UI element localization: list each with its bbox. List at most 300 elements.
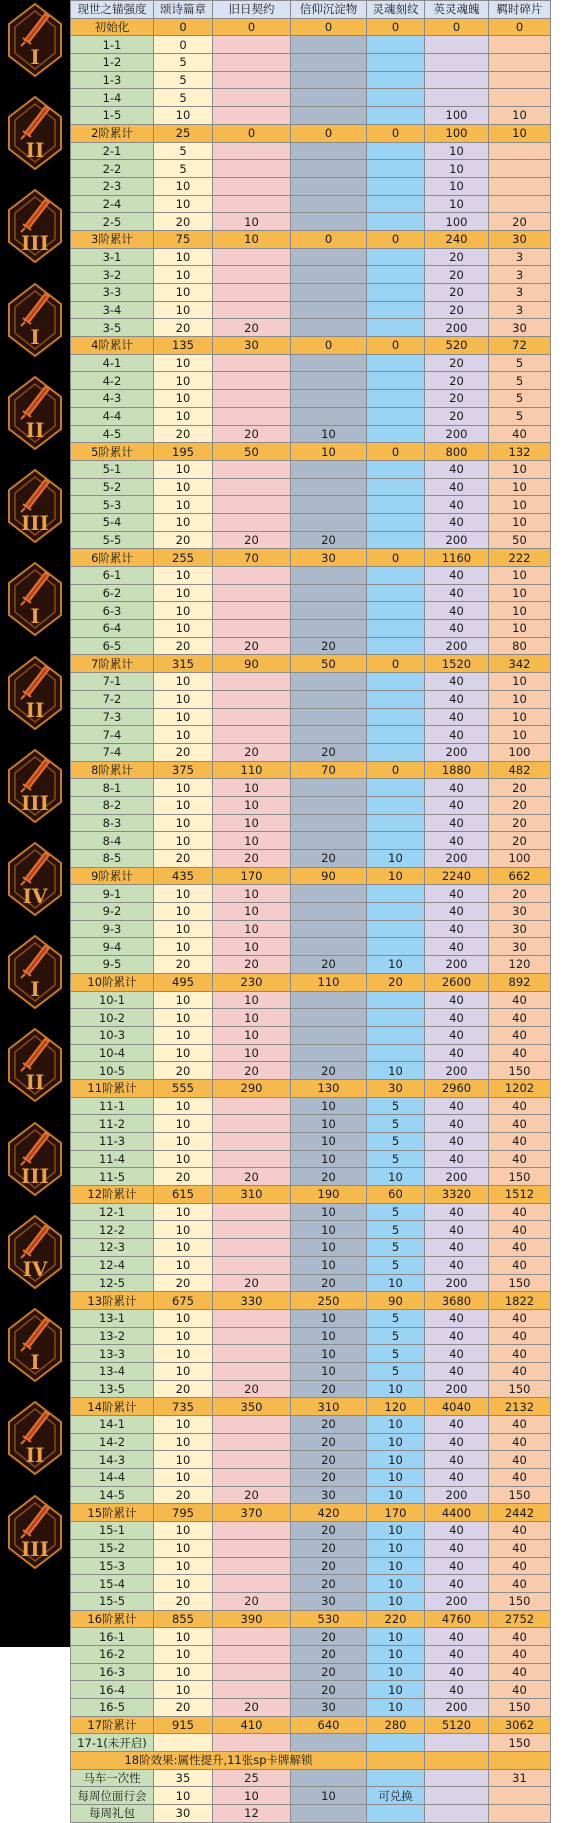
contract-cell: 10 [213, 938, 291, 956]
shard-cell: 3 [489, 248, 551, 266]
shard-cell: 40 [489, 991, 551, 1009]
contract-cell: 10 [213, 903, 291, 921]
contract-cell [213, 407, 291, 425]
poem-cell: 5 [154, 160, 213, 178]
stage-cell: 15-5 [71, 1592, 154, 1610]
stage-cell: 6-5 [71, 637, 154, 655]
contract-cell [213, 1681, 291, 1699]
contract-cell [213, 54, 291, 72]
stage-cell: 12阶累计 [71, 1186, 154, 1204]
faith-cell [291, 354, 367, 372]
spirit-cell: 40 [425, 1663, 489, 1681]
tier-badge-icon [5, 655, 65, 731]
stage-row [71, 690, 551, 708]
contract-cell [213, 1451, 291, 1469]
spirit-cell: 1160 [425, 549, 489, 567]
spirit-cell: 40 [425, 991, 489, 1009]
cumulative-row [71, 549, 551, 567]
faith-cell: 20 [291, 637, 367, 655]
contract-cell [213, 1327, 291, 1345]
stage-cell: 5-5 [71, 531, 154, 549]
stage-cell: 10阶累计 [71, 973, 154, 991]
stage-row [71, 1575, 551, 1593]
stage-cell: 7阶累计 [71, 655, 154, 673]
faith-cell [291, 567, 367, 585]
stage-row [71, 602, 551, 620]
poem-cell: 10 [154, 177, 213, 195]
stage-cell: 15阶累计 [71, 1504, 154, 1522]
contract-cell [213, 1522, 291, 1540]
contract-cell [213, 284, 291, 302]
poem-cell: 195 [154, 443, 213, 461]
shard-cell: 150 [489, 1486, 551, 1504]
spirit-cell: 200 [425, 1274, 489, 1292]
shard-cell: 40 [489, 1645, 551, 1663]
poem-cell: 10 [154, 1150, 213, 1168]
poem-cell: 10 [154, 1469, 213, 1487]
contract-cell [213, 1575, 291, 1593]
faith-cell: 20 [291, 1168, 367, 1186]
poem-cell: 10 [154, 301, 213, 319]
faith-cell: 20 [291, 1416, 367, 1434]
contract-cell [213, 496, 291, 514]
spirit-cell: 200 [425, 1380, 489, 1398]
tier-numeral: I [30, 977, 40, 1002]
shard-cell: 20 [489, 885, 551, 903]
stage-cell: 10-4 [71, 1044, 154, 1062]
contract-cell [213, 1628, 291, 1646]
stage-row [71, 779, 551, 797]
contract-cell: 10 [213, 885, 291, 903]
poem-cell: 795 [154, 1504, 213, 1522]
faith-cell: 20 [291, 1062, 367, 1080]
stage-cell: 10-3 [71, 1026, 154, 1044]
stage-cell: 每周礼包 [71, 1805, 154, 1823]
soul-cell: 5 [367, 1133, 425, 1151]
faith-cell [291, 513, 367, 531]
stage-cell: 8-1 [71, 779, 154, 797]
shard-cell: 40 [489, 1628, 551, 1646]
tier-numeral: I [30, 324, 40, 349]
poem-cell: 20 [154, 1699, 213, 1717]
spirit-cell [425, 89, 489, 107]
stage-cell: 13-4 [71, 1362, 154, 1380]
soul-cell: 10 [367, 956, 425, 974]
poem-cell: 10 [154, 513, 213, 531]
soul-cell: 5 [367, 1256, 425, 1274]
stage-row [71, 213, 551, 231]
faith-cell: 信仰沉淀物 [291, 1, 367, 19]
faith-cell [291, 708, 367, 726]
stage-cell: 14-1 [71, 1416, 154, 1434]
soul-cell [367, 708, 425, 726]
soul-cell [367, 796, 425, 814]
soul-cell [367, 1009, 425, 1027]
shard-cell: 20 [489, 814, 551, 832]
faith-cell [291, 796, 367, 814]
shard-cell: 40 [489, 1681, 551, 1699]
stage-cell: 1-2 [71, 54, 154, 72]
soul-cell: 5 [367, 1239, 425, 1257]
poem-cell: 10 [154, 1451, 213, 1469]
faith-cell [291, 177, 367, 195]
stage-row [71, 708, 551, 726]
contract-cell [213, 478, 291, 496]
stage-row [71, 1097, 551, 1115]
poem-cell: 20 [154, 956, 213, 974]
spirit-cell: 10 [425, 160, 489, 178]
stage-row [71, 620, 551, 638]
poem-cell: 10 [154, 1221, 213, 1239]
spirit-cell: 40 [425, 1044, 489, 1062]
shard-cell: 3 [489, 284, 551, 302]
soul-cell: 0 [367, 549, 425, 567]
faith-cell [291, 460, 367, 478]
contract-cell: 12 [213, 1805, 291, 1823]
poem-cell: 10 [154, 354, 213, 372]
poem-cell: 10 [154, 1327, 213, 1345]
poem-cell: 10 [154, 832, 213, 850]
shard-cell: 30 [489, 319, 551, 337]
poem-cell: 495 [154, 973, 213, 991]
shard-cell: 342 [489, 655, 551, 673]
stage-cell: 15-1 [71, 1522, 154, 1540]
contract-cell [213, 36, 291, 54]
shard-cell: 3062 [489, 1716, 551, 1734]
shard-cell: 40 [489, 1663, 551, 1681]
shard-cell [489, 54, 551, 72]
shard-cell: 30 [489, 938, 551, 956]
poem-cell: 20 [154, 425, 213, 443]
stage-cell: 11-2 [71, 1115, 154, 1133]
shard-cell: 20 [489, 779, 551, 797]
shard-cell: 5 [489, 407, 551, 425]
poem-cell: 20 [154, 850, 213, 868]
contract-cell: 310 [213, 1186, 291, 1204]
contract-cell: 20 [213, 531, 291, 549]
stage-cell: 13阶累计 [71, 1292, 154, 1310]
poem-cell: 255 [154, 549, 213, 567]
shard-cell: 40 [489, 1309, 551, 1327]
shard-cell: 40 [489, 1256, 551, 1274]
contract-cell: 20 [213, 956, 291, 974]
faith-cell: 30 [291, 1592, 367, 1610]
soul-cell: 0 [367, 761, 425, 779]
stage-cell: 15-2 [71, 1539, 154, 1557]
spirit-cell: 1880 [425, 761, 489, 779]
contract-cell: 290 [213, 1079, 291, 1097]
contract-cell [213, 1469, 291, 1487]
tier-badge-icon [5, 375, 65, 451]
spirit-cell: 200 [425, 637, 489, 655]
stage-cell: 马车一次性 [71, 1769, 154, 1787]
stage-cell: 13-1 [71, 1309, 154, 1327]
faith-cell [291, 89, 367, 107]
poem-cell: 10 [154, 796, 213, 814]
spirit-cell: 40 [425, 832, 489, 850]
shard-cell: 482 [489, 761, 551, 779]
spirit-cell: 40 [425, 602, 489, 620]
faith-cell: 20 [291, 743, 367, 761]
stage-row [71, 1522, 551, 1540]
tier-numeral: I [30, 45, 40, 69]
poem-cell: 10 [154, 1009, 213, 1027]
contract-cell [213, 1345, 291, 1363]
shard-cell [489, 142, 551, 160]
contract-cell: 20 [213, 637, 291, 655]
soul-cell [367, 36, 425, 54]
shard-cell: 40 [489, 1451, 551, 1469]
poem-cell: 10 [154, 1309, 213, 1327]
poem-cell: 10 [154, 690, 213, 708]
soul-cell: 10 [367, 1416, 425, 1434]
faith-cell: 20 [291, 1575, 367, 1593]
stage-cell: 8-4 [71, 832, 154, 850]
faith-cell [291, 1805, 367, 1823]
source-row [71, 1787, 551, 1805]
spirit-cell [425, 1805, 489, 1823]
stage-row [71, 36, 551, 54]
contract-cell: 20 [213, 1699, 291, 1717]
cumulative-row [71, 443, 551, 461]
poem-cell: 10 [154, 1557, 213, 1575]
stage-cell: 9阶累计 [71, 867, 154, 885]
poem-cell: 颂诗篇章 [154, 1, 213, 19]
faith-cell: 10 [291, 1150, 367, 1168]
soul-cell [367, 284, 425, 302]
poem-cell: 30 [154, 1805, 213, 1823]
tier-badge-icon [5, 468, 65, 544]
tier-badge-icon [5, 561, 65, 637]
stage-row [71, 1009, 551, 1027]
stage-cell: 4-4 [71, 407, 154, 425]
poem-cell: 10 [154, 1362, 213, 1380]
tier-numeral: III [20, 1536, 50, 1561]
poem-cell: 855 [154, 1610, 213, 1628]
stage-cell: 12-1 [71, 1203, 154, 1221]
contract-cell [213, 602, 291, 620]
header-row [71, 1, 551, 19]
poem-cell: 10 [154, 407, 213, 425]
poem-cell: 20 [154, 319, 213, 337]
shard-cell: 150 [489, 1274, 551, 1292]
contract-cell: 10 [213, 1044, 291, 1062]
stage-row [71, 1380, 551, 1398]
contract-cell: 20 [213, 425, 291, 443]
faith-cell: 20 [291, 1469, 367, 1487]
contract-cell [213, 1097, 291, 1115]
shard-cell: 2442 [489, 1504, 551, 1522]
soul-cell [367, 1752, 425, 1770]
faith-cell [291, 814, 367, 832]
spirit-cell: 40 [425, 796, 489, 814]
spirit-cell: 40 [425, 673, 489, 691]
stage-cell: 5阶累计 [71, 443, 154, 461]
tier-numeral: III [20, 790, 50, 815]
spirit-cell: 200 [425, 1486, 489, 1504]
soul-cell: 90 [367, 1292, 425, 1310]
soul-cell: 10 [367, 1592, 425, 1610]
stage-cell: 14-4 [71, 1469, 154, 1487]
contract-cell: 390 [213, 1610, 291, 1628]
shard-cell: 40 [489, 1026, 551, 1044]
shard-cell: 羁时碎片 [489, 1, 551, 19]
stage-cell: 17阶累计 [71, 1716, 154, 1734]
shard-cell: 40 [489, 1416, 551, 1434]
spirit-cell: 200 [425, 956, 489, 974]
shard-cell: 10 [489, 602, 551, 620]
faith-cell [291, 372, 367, 390]
stage-cell: 12-5 [71, 1274, 154, 1292]
tier-badge-icon [5, 282, 65, 358]
contract-cell: 20 [213, 1062, 291, 1080]
poem-cell: 10 [154, 1628, 213, 1646]
cumulative-row [71, 973, 551, 991]
faith-cell: 20 [291, 1380, 367, 1398]
soul-cell: 10 [367, 1469, 425, 1487]
stage-row [71, 248, 551, 266]
shard-cell: 2752 [489, 1610, 551, 1628]
poem-cell: 10 [154, 991, 213, 1009]
faith-cell [291, 1044, 367, 1062]
soul-cell: 10 [367, 1433, 425, 1451]
stage-row [71, 284, 551, 302]
spirit-cell: 4760 [425, 1610, 489, 1628]
shard-cell [489, 160, 551, 178]
stage-cell: 13-3 [71, 1345, 154, 1363]
tier-numeral: II [25, 1070, 45, 1095]
spirit-cell: 40 [425, 496, 489, 514]
spirit-cell: 40 [425, 708, 489, 726]
poem-cell: 10 [154, 248, 213, 266]
poem-cell: 10 [154, 1115, 213, 1133]
spirit-cell: 40 [425, 1469, 489, 1487]
contract-cell: 330 [213, 1292, 291, 1310]
soul-cell [367, 1734, 425, 1752]
soul-cell [367, 248, 425, 266]
poem-cell: 10 [154, 284, 213, 302]
contract-cell [213, 584, 291, 602]
spirit-cell [425, 1734, 489, 1752]
soul-cell: 220 [367, 1610, 425, 1628]
stage-row [71, 1681, 551, 1699]
stage-cell: 13-5 [71, 1380, 154, 1398]
contract-cell: 10 [213, 832, 291, 850]
poem-cell: 10 [154, 496, 213, 514]
faith-cell [291, 478, 367, 496]
poem-cell: 20 [154, 213, 213, 231]
soul-cell [367, 779, 425, 797]
cumulative-row [71, 1504, 551, 1522]
faith-cell: 90 [291, 867, 367, 885]
poem-cell: 20 [154, 1380, 213, 1398]
contract-cell [213, 195, 291, 213]
contract-cell: 20 [213, 850, 291, 868]
contract-cell: 20 [213, 1486, 291, 1504]
contract-cell: 0 [213, 18, 291, 36]
soul-cell [367, 425, 425, 443]
poem-cell: 10 [154, 1681, 213, 1699]
contract-cell [213, 1221, 291, 1239]
stage-row [71, 531, 551, 549]
shard-cell: 80 [489, 637, 551, 655]
stage-row [71, 1469, 551, 1487]
spirit-cell: 20 [425, 248, 489, 266]
tier18-note-row [71, 1752, 551, 1770]
contract-cell: 90 [213, 655, 291, 673]
contract-cell: 0 [213, 124, 291, 142]
faith-cell [291, 726, 367, 744]
soul-cell [367, 832, 425, 850]
tier-numeral: I [30, 604, 40, 629]
stage-row [71, 1026, 551, 1044]
soul-cell: 280 [367, 1716, 425, 1734]
faith-cell: 20 [291, 531, 367, 549]
poem-cell: 135 [154, 337, 213, 355]
stage-row [71, 301, 551, 319]
spirit-cell: 20 [425, 354, 489, 372]
stage-cell: 15-4 [71, 1575, 154, 1593]
stage-cell: 17-1(未开启) [71, 1734, 154, 1752]
poem-cell: 10 [154, 938, 213, 956]
source-row [71, 1769, 551, 1787]
faith-cell [291, 319, 367, 337]
spirit-cell: 40 [425, 1681, 489, 1699]
stage-cell: 9-4 [71, 938, 154, 956]
soul-cell: 10 [367, 1274, 425, 1292]
contract-cell [213, 1133, 291, 1151]
soul-cell [367, 460, 425, 478]
stage-cell: 9-2 [71, 903, 154, 921]
contract-cell [213, 1645, 291, 1663]
soul-cell: 5 [367, 1309, 425, 1327]
spirit-cell: 40 [425, 1451, 489, 1469]
stage-row [71, 1699, 551, 1717]
stage-cell: 5-3 [71, 496, 154, 514]
faith-cell [291, 1734, 367, 1752]
soul-cell [367, 89, 425, 107]
stage-cell: 8-2 [71, 796, 154, 814]
poem-cell: 10 [154, 726, 213, 744]
spirit-cell: 40 [425, 690, 489, 708]
contract-cell: 10 [213, 230, 291, 248]
stage-row [71, 1150, 551, 1168]
faith-cell [291, 584, 367, 602]
poem-cell: 5 [154, 142, 213, 160]
stage-row [71, 1327, 551, 1345]
contract-cell [213, 567, 291, 585]
soul-cell: 5 [367, 1097, 425, 1115]
faith-cell: 310 [291, 1398, 367, 1416]
stage-cell: 5-4 [71, 513, 154, 531]
stage-row [71, 372, 551, 390]
poem-cell: 10 [154, 602, 213, 620]
poem-cell: 5 [154, 71, 213, 89]
soul-cell: 0 [367, 124, 425, 142]
spirit-cell [425, 71, 489, 89]
shard-cell: 72 [489, 337, 551, 355]
spirit-cell: 20 [425, 407, 489, 425]
stage-cell: 8阶累计 [71, 761, 154, 779]
stage-cell: 6-1 [71, 567, 154, 585]
cumulative-row [71, 337, 551, 355]
poem-cell: 915 [154, 1716, 213, 1734]
faith-cell: 10 [291, 443, 367, 461]
soul-cell: 0 [367, 655, 425, 673]
soul-cell [367, 71, 425, 89]
faith-cell: 640 [291, 1716, 367, 1734]
stage-row [71, 460, 551, 478]
